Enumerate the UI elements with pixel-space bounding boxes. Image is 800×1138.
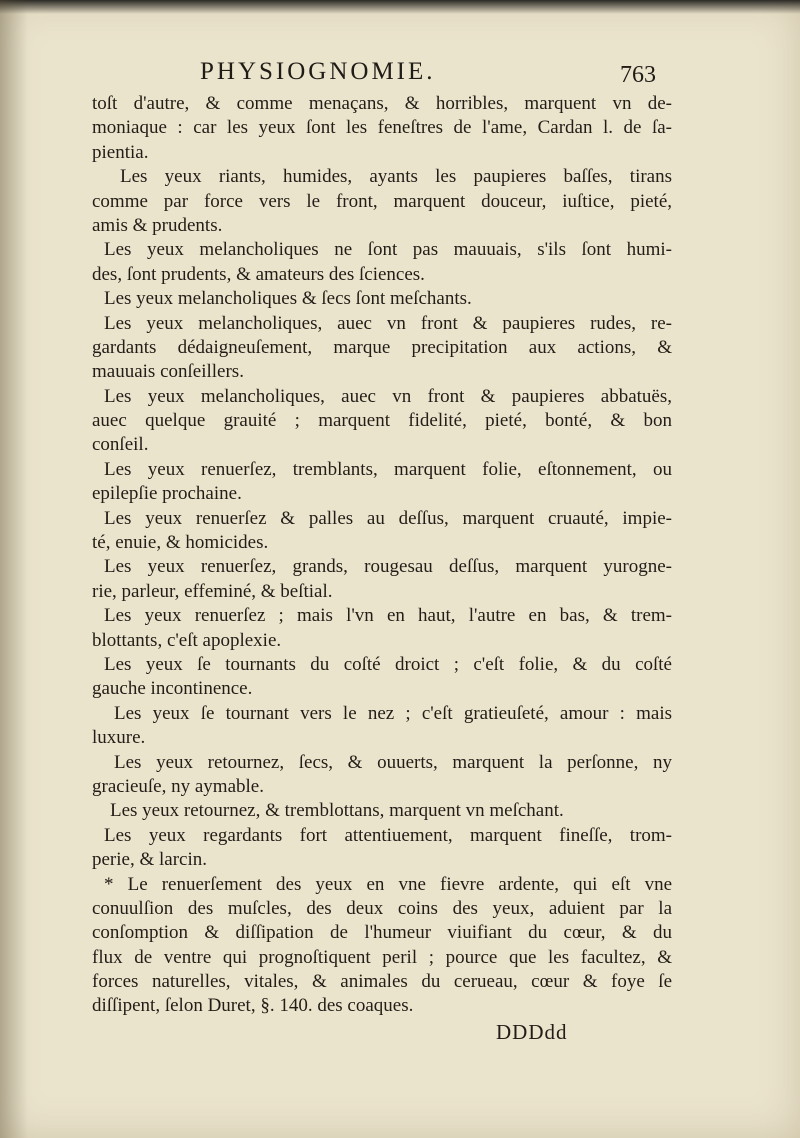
text-line: gracieuſe, ny aymable. [92,775,264,797]
text-line: perie, & larcin. [92,849,208,871]
signature-mark: DDDdd [496,1020,568,1044]
body-text [92,92,672,1019]
text-line: Les yeux retournez, & tremblottans, marquent vn meſchant. [110,800,564,822]
text-line: amis & prudents. [92,214,223,236]
text-line: conuulſion des muſcles, des deux coins des yeux, aduient par la [92,897,672,919]
text-line: Les yeux renuerſez, grands, rougesau deſſus, marquent yurogne- [104,556,672,578]
text-line: Les yeux renuerſez ; mais l'vn en haut, l'autre en bas, & trem- [104,605,672,627]
text-line: Les yeux renuerſez & palles au deſſus, marquent cruauté, impie- [104,507,672,529]
text-line: Les yeux ſe tournants du coſté droict ; c'eſt folie, & du coſté [104,653,672,675]
text-line: conſomption & diſſipation de l'humeur viuifiant du cœur, & du [92,922,672,944]
text-line: flux de ventre qui prognoſtiquent peril ; pource que les facultez, & [92,946,672,968]
text-line: Les yeux ſe tournant vers le nez ; c'eſt gratieuſeté, amour : mais [114,702,672,724]
text-line: epilepſie prochaine. [92,483,242,505]
text-line: té, enuie, & homicides. [92,532,269,554]
text-line: mauuais conſeillers. [92,361,244,383]
text-line: toſt d'autre, & comme menaçans, & horribles, marquent vn de- [92,93,672,114]
text-line: comme par force vers le front, marquent douceur, iuſtice, pieté, [92,190,672,212]
text-line: conſeil. [92,434,149,456]
text-line: Les yeux melancholiques, auec vn front & paupieres rudes, re- [104,312,672,334]
text-line: gauche incontinence. [92,678,253,700]
text-line: luxure. [92,727,146,749]
text-line: diſſipent, ſelon Duret, §. 140. des coaques. [92,995,414,1017]
running-title: PHYSIOGNOMIE. [200,58,436,85]
text-line: moniaque : car les yeux ſont les feneſtres de l'ame, Cardan l. de ſa- [92,117,672,139]
text-line: * Le renuerſement des yeux en vne fievre ardente, qui eſt vne [104,873,672,895]
text-line: des, ſont prudents, & amateurs des ſciences. [92,263,425,285]
text-line: gardants dédaigneuſement, marque precipitation aux actions, & [92,336,672,358]
gutter-shadow [0,0,28,1138]
text-line: blottants, c'eſt apoplexie. [92,629,282,651]
text-line: Les yeux regardants fort attentiuement, marquent fineſſe, trom- [104,824,672,846]
text-line: rie, parleur, effeminé, & beſtial. [92,580,333,602]
text-line: Les yeux melancholiques & ſecs ſont meſchants. [104,288,472,310]
text-line: forces naturelles, vitales, & animales du cerueau, cœur & foye ſe [92,971,672,993]
page-edge-shadow [0,0,800,14]
text-line: pientia. [92,141,149,163]
text-line: Les yeux melancholiques ne ſont pas mauuais, s'ils ſont humi- [104,239,672,261]
text-line: Les yeux riants, humides, ayants les paupieres baſſes, tirans [120,166,672,188]
text-line: Les yeux retournez, ſecs, & ouuerts, marquent la perſonne, ny [114,751,672,773]
text-line: auec quelque grauité ; marquent fidelité, pieté, bonté, & bon [92,410,672,432]
text-line: Les yeux renuerſez, tremblants, marquent folie, eſtonnement, ou [104,458,672,480]
page-number: 763 [620,62,656,88]
text-line: Les yeux melancholiques, auec vn front & paupieres abbatuës, [104,385,672,407]
